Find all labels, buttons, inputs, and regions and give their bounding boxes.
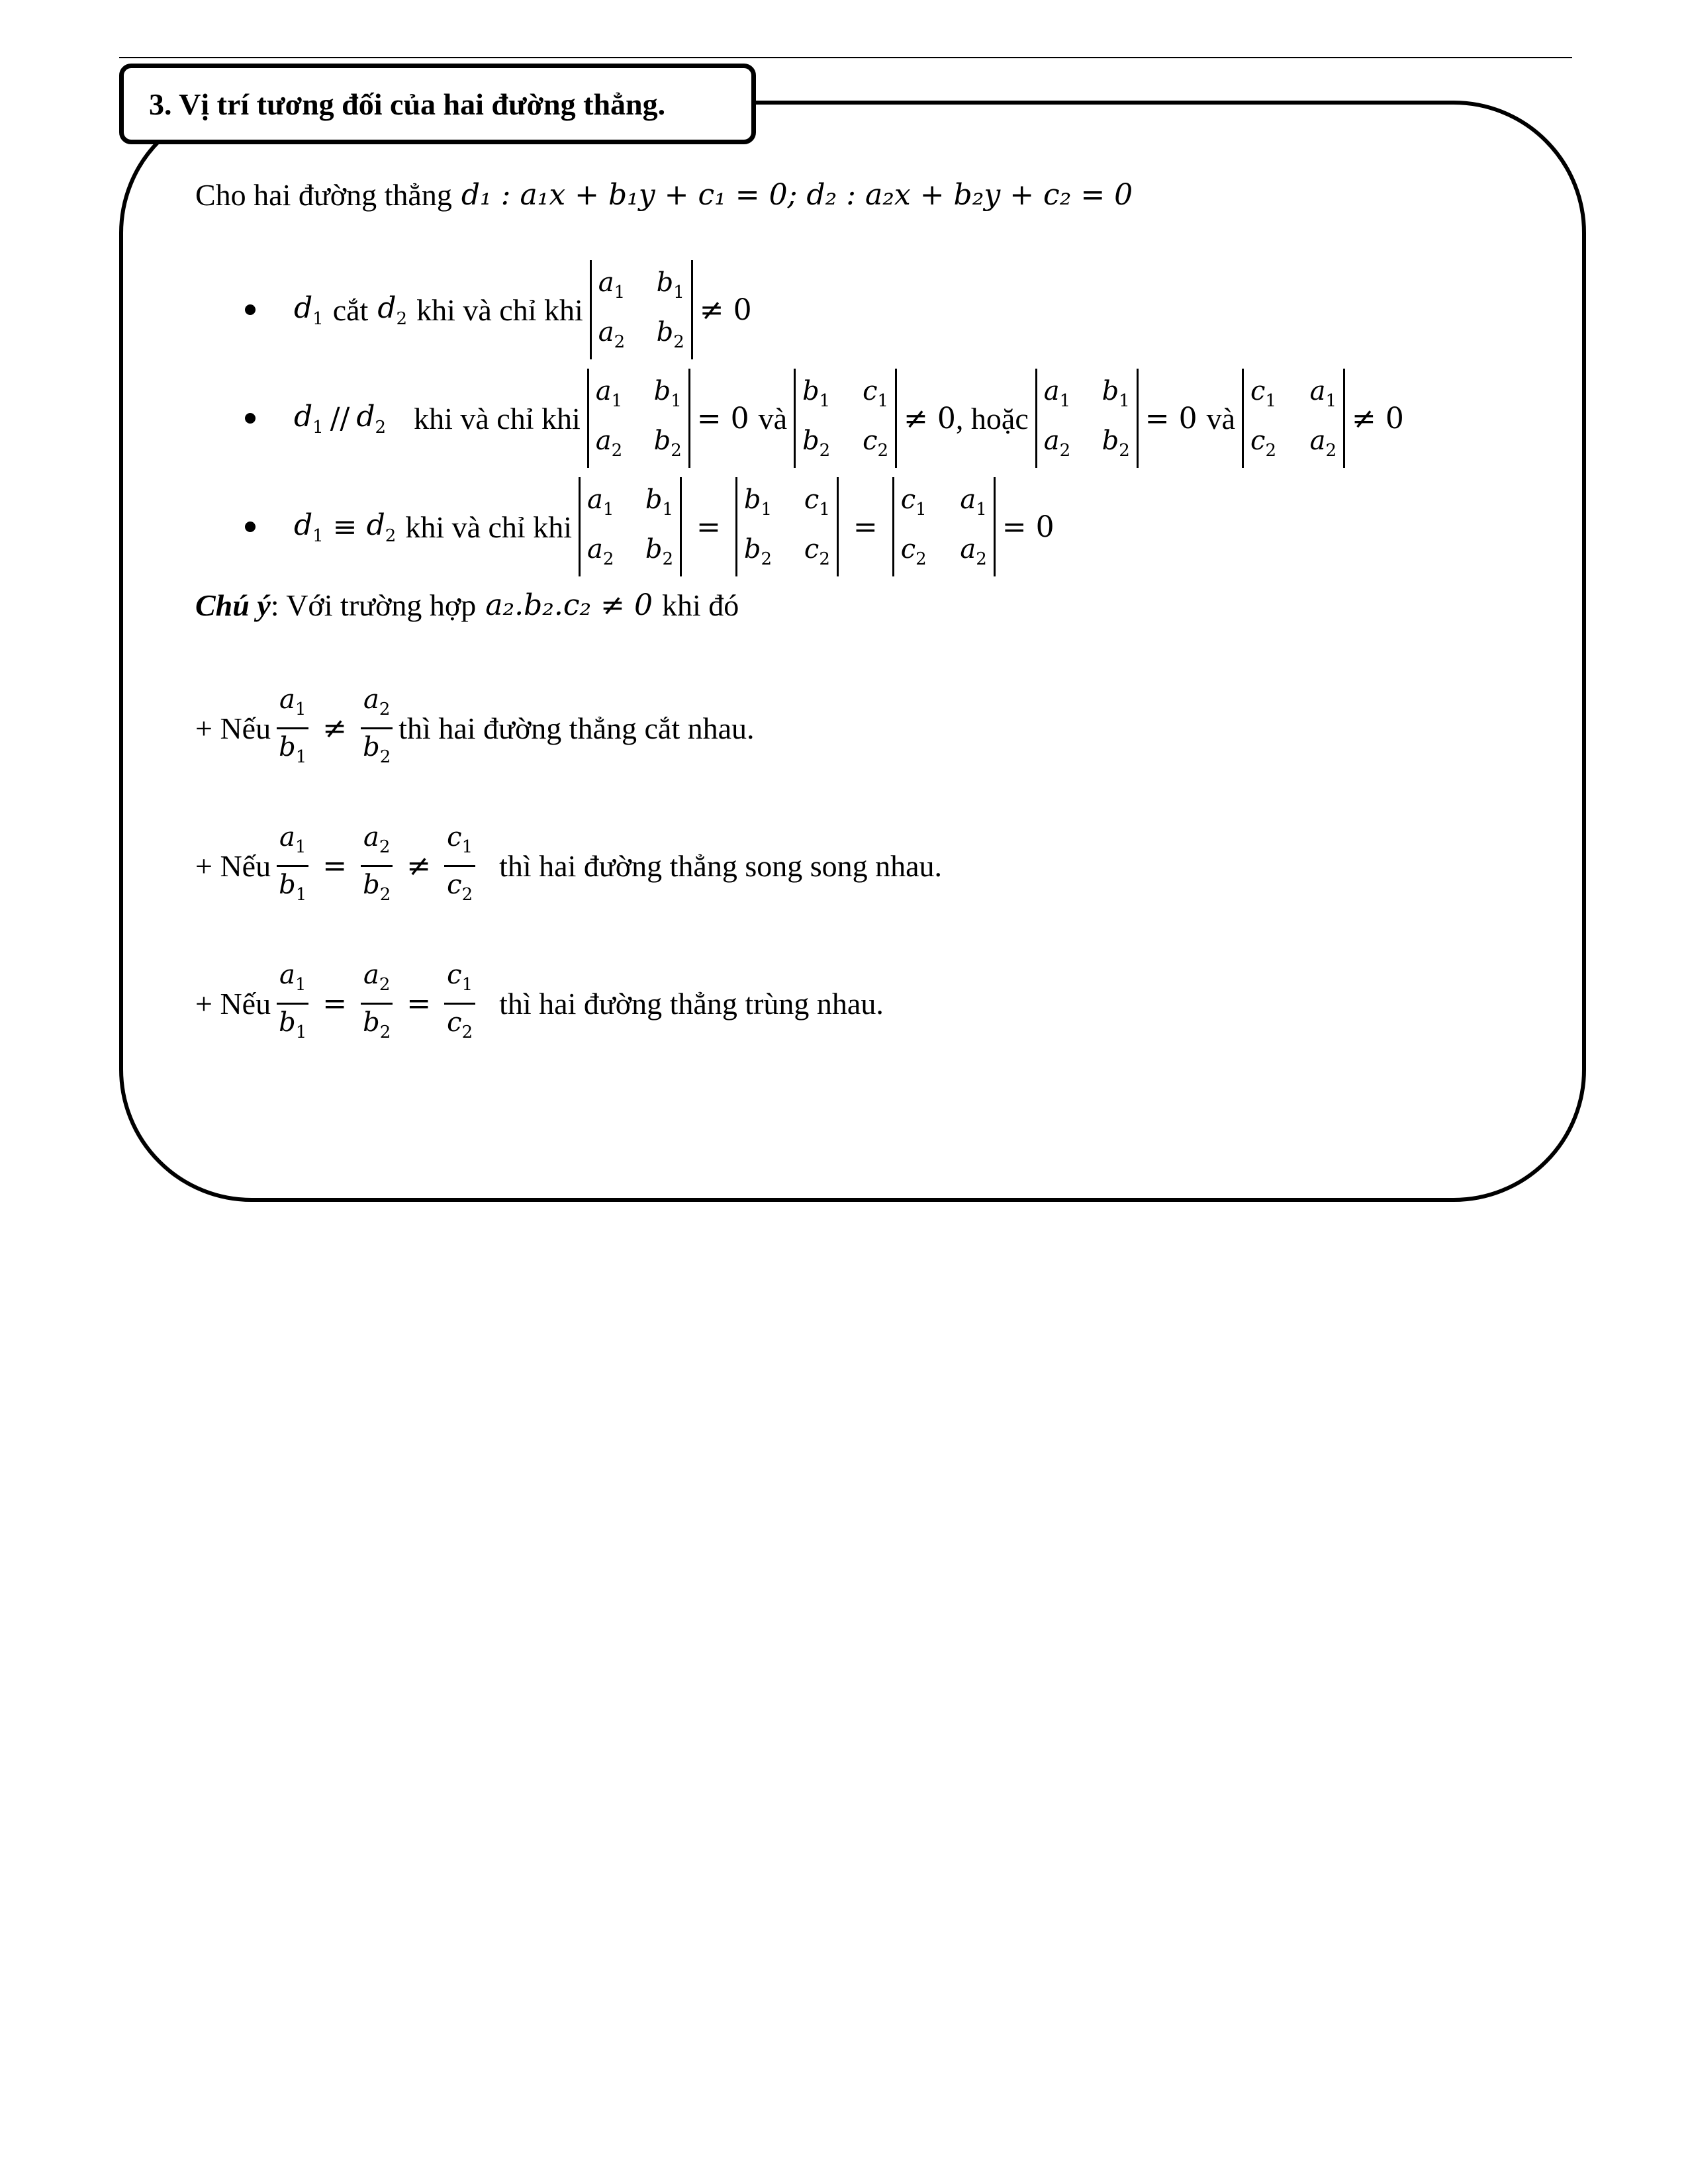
bullet-icon <box>245 522 256 532</box>
condition-intersect: $d_1$ cắt $d_2$ khi và chỉ khi $a_1$ $b_1$ $a_2$ $b_2$ ≠ 0 <box>245 260 752 359</box>
case-parallel: + Nếu $\frac{a_1}{b_1}$ = $\frac{a_2}{b_2}$ ≠ $\frac{c_1}{c_2}$ thì hai đường thẳng song song nhau. <box>195 826 942 905</box>
line-equation-2: d₂ : a₂x + b₂y + c₂ = 0 <box>806 178 1133 212</box>
determinant-bc: $b_1$ $c_1$ $b_2$ $c_2$ <box>735 477 839 576</box>
case-coincide: + Nếu $\frac{a_1}{b_1}$ = $\frac{a_2}{b_2}$ = $\frac{c_1}{c_2}$ thì hai đường thẳng trùng nhau. <box>195 964 884 1043</box>
determinant-bc: $b_1$ $c_1$ $b_2$ $c_2$ <box>794 369 897 468</box>
intro-text: Cho hai đường thẳng <box>195 178 452 212</box>
note-condition: a₂.b₂.c₂ ≠ 0 <box>485 588 653 622</box>
section-title: 3. Vị trí tương đối của hai đường thẳng. <box>119 64 756 144</box>
determinant-ca: $c_1$ $a_1$ $c_2$ $a_2$ <box>1242 369 1345 468</box>
determinant-ab: $a_1$ $b_1$ $a_2$ $b_2$ <box>590 260 693 359</box>
note-line: Chú ý : Với trường hợp a₂.b₂.c₂ ≠ 0 khi đó <box>195 588 739 622</box>
bullet-icon <box>245 413 256 424</box>
case-intersect: + Nếu $\frac{a_1}{b_1}$ ≠ $\frac{a_2}{b_2}$ thì hai đường thẳng cắt nhau. <box>195 688 755 768</box>
header-rule <box>119 57 1572 58</box>
determinant-ca: $c_1$ $a_1$ $c_2$ $a_2$ <box>892 477 996 576</box>
condition-parallel: $d_1$ // $d_2$ khi và chỉ khi $a_1$ $b_1$ $a_2$ $b_2$ = 0 và $b_1$ $c_1$ $b_2$ $c_2$ ≠ 0 , hoặc $a_1$ $b_1$ $a_2$ $b_2$ = 0 và $c_1$ $a_1$ $c_2$ $a_2$ ≠ 0 <box>245 369 1404 468</box>
condition-coincide: $d_1$ ≡ $d_2$ khi và chỉ khi $a_1$ $b_1$ $a_2$ $b_2$ = $b_1$ $c_1$ $b_2$ $c_2$ = $c_1$ $a_1$ $c_2$ $a_2$ = 0 <box>245 477 1055 576</box>
determinant-ab: $a_1$ $b_1$ $a_2$ $b_2$ <box>1035 369 1139 468</box>
determinant-ab: $a_1$ $b_1$ $a_2$ $b_2$ <box>579 477 682 576</box>
bullet-icon <box>245 304 256 315</box>
note-label: Chú ý <box>195 588 271 622</box>
line-equation-1: d₁ : a₁x + b₁y + c₁ = 0; <box>461 178 798 212</box>
intro-line <box>195 177 1133 212</box>
determinant-ab: $a_1$ $b_1$ $a_2$ $b_2$ <box>587 369 690 468</box>
